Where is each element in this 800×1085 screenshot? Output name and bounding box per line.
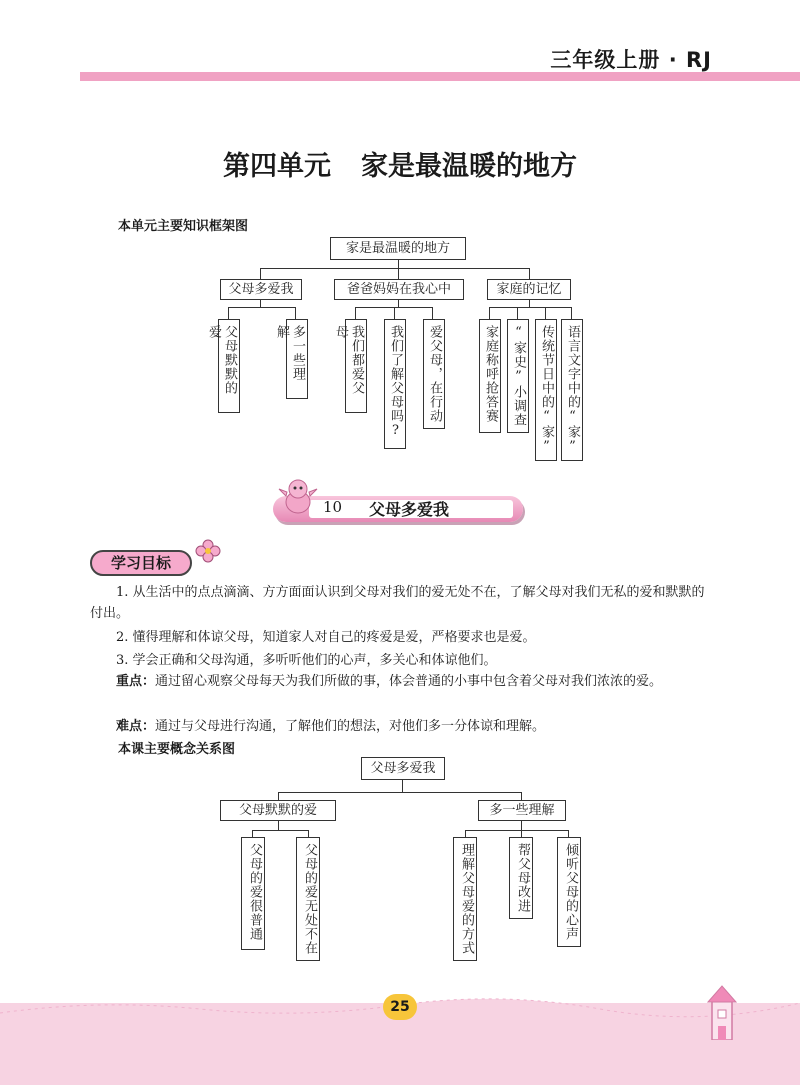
- concept-leaf: 父母的爱很普通: [241, 837, 265, 950]
- castle-icon: [702, 984, 742, 1040]
- goal-item: 2. 懂得理解和体谅父母，知道家人对自己的疼爱是爱，严格要求也是爱。: [116, 630, 536, 645]
- framework-leaf: 传统节日中的“家”: [535, 319, 557, 461]
- framework-leaf: 爱父母，在行动: [423, 319, 445, 429]
- concept-branch: 父母默默的爱: [220, 800, 336, 821]
- flower-icon: [192, 536, 224, 568]
- unit-number: 第四单元: [223, 151, 331, 182]
- framework-root: 家是最温暖的地方: [330, 237, 466, 260]
- unit-name: 家是最温暖的地方: [361, 151, 577, 182]
- concept-leaf: 倾听父母的心声: [557, 837, 581, 947]
- unit-title: [0, 144, 800, 183]
- dragon-mascot-icon: [276, 474, 320, 518]
- difficult-point-label: 难点：: [116, 719, 156, 734]
- framework-label: 本单元主要知识框架图: [118, 219, 249, 234]
- key-point-label: 重点：: [116, 674, 156, 689]
- difficult-point-text: 通过与父母进行沟通，了解他们的想法，对他们多一分体谅和理解。: [155, 719, 546, 734]
- framework-branch: 家庭的记忆: [487, 279, 571, 300]
- framework-branch: 爸爸妈妈在我心中: [334, 279, 464, 300]
- page-number: 25: [383, 994, 417, 1020]
- goals-label: 学习目标: [90, 550, 192, 576]
- framework-leaf: 语言文字中的“家”: [561, 319, 583, 461]
- framework-branch: 父母多爱我: [220, 279, 302, 300]
- concept-leaf: 理解父母爱的方式: [453, 837, 477, 961]
- header-divider: [80, 72, 800, 81]
- framework-leaf: “家史”小调查: [507, 319, 529, 433]
- concept-branch: 多一些理解: [478, 800, 566, 821]
- concept-leaf: 帮父母改进: [509, 837, 533, 919]
- goal-item: 1. 从生活中的点点滴滴、方方面面认识到父母对我们的爱无处不在，了解父母对我们无私的爱和默默的付出。: [90, 585, 705, 621]
- framework-leaf: 我们了解父母吗?: [384, 319, 406, 449]
- lesson-number: 10: [323, 498, 343, 516]
- difficult-point: [90, 716, 716, 737]
- goal-item: 3. 学会正确和父母沟通，多听听他们的心声，多关心和体谅他们。: [116, 653, 497, 668]
- lesson-title: 父母多爱我: [369, 500, 450, 519]
- key-point: [90, 671, 716, 692]
- framework-leaf: 父母默默的爱: [218, 319, 240, 413]
- key-point-text: 通过留心观察父母每天为我们所做的事，体会普通的小事中包含着父母对我们浓浓的爱。: [155, 674, 663, 689]
- concept-leaf: 父母的爱无处不在: [296, 837, 320, 961]
- framework-leaf: 家庭称呼抢答赛: [479, 319, 501, 433]
- concept-map-label: 本课主要概念关系图: [118, 742, 236, 757]
- concept-root: 父母多爱我: [361, 757, 445, 780]
- grade-label: 三年级上册 · RJ: [550, 48, 712, 72]
- framework-leaf: 多一些理解: [286, 319, 308, 399]
- framework-leaf: 我们都爱父母: [345, 319, 367, 413]
